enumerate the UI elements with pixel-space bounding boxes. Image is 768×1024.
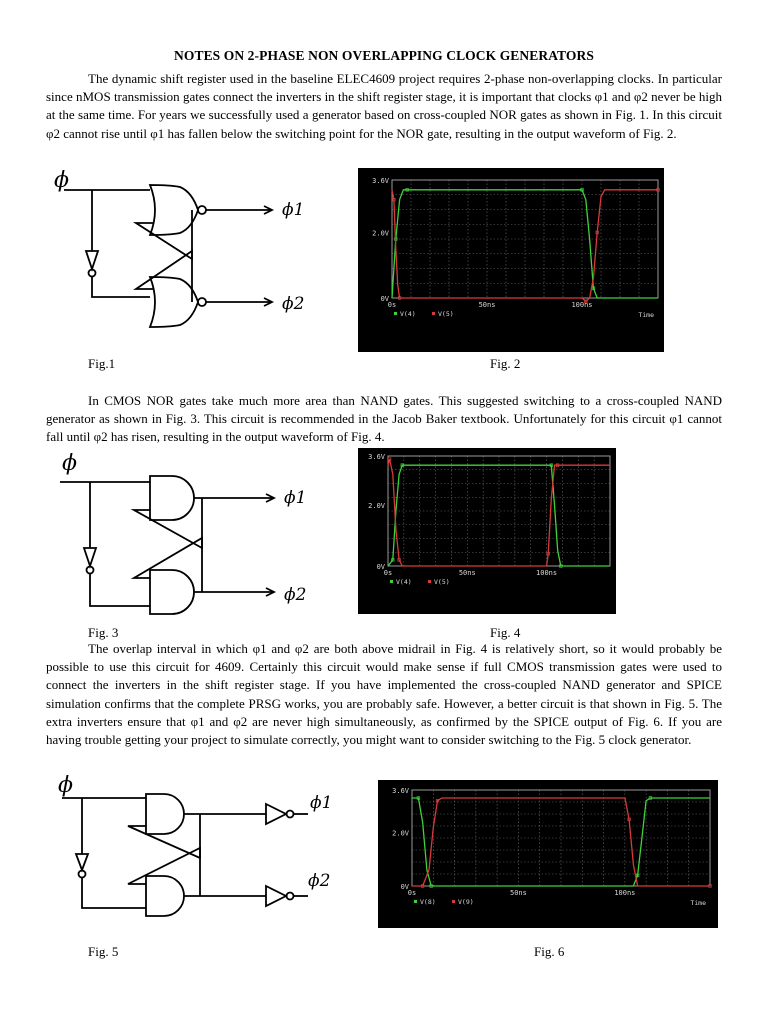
- paragraph-1: [46, 70, 722, 143]
- fig5-phi2-label: ϕ2: [308, 871, 331, 891]
- x-tick-label: 100ns: [614, 889, 636, 897]
- legend-marker: [394, 312, 397, 315]
- x-tick-label: 100ns: [536, 569, 558, 577]
- y-tick-label: 3.6V: [392, 787, 409, 795]
- legend-entry: V(9): [458, 898, 474, 906]
- legend-entry: V(4): [400, 310, 416, 318]
- fig2-caption: Fig. 2: [490, 356, 521, 371]
- fig6-scope-plot: [378, 780, 718, 928]
- y-tick-label: 2.0V: [372, 229, 389, 238]
- legend-marker: [452, 900, 455, 903]
- x-tick-label: 0s: [387, 301, 397, 309]
- legend-entry: V(5): [434, 578, 450, 586]
- y-tick-label: 0V: [376, 563, 385, 571]
- fig4-scope-plot: [358, 448, 616, 614]
- legend-entry: V(8): [420, 898, 436, 906]
- fig3-input-label: ϕ: [62, 451, 77, 476]
- fig3-caption: Fig. 3: [88, 625, 119, 640]
- x-tick-label: 0s: [407, 889, 417, 897]
- plot-frame: [388, 456, 610, 566]
- x-tick-label: 100ns: [571, 301, 593, 309]
- x-tick-label: 50ns: [478, 301, 496, 309]
- y-tick-label: 3.6V: [368, 453, 385, 461]
- page-title: NOTES ON 2-PHASE NON OVERLAPPING CLOCK GENERATORS: [174, 48, 594, 63]
- legend-marker: [432, 312, 435, 315]
- fig4-caption: Fig. 4: [490, 625, 521, 640]
- y-tick-label: 2.0V: [368, 501, 385, 510]
- fig2-scope-plot: [358, 168, 664, 352]
- fig1-phi1-label: ϕ1: [282, 200, 305, 220]
- y-tick-label: 2.0V: [392, 829, 409, 838]
- legend-marker: [428, 580, 431, 583]
- legend-marker: [390, 580, 393, 583]
- series-line-2: [392, 190, 658, 301]
- fig1-phi2-label: ϕ2: [282, 294, 305, 314]
- paragraph-1-text: The dynamic shift register used in the baseline ELEC4609 project requires 2-phase non-overlapping clocks. In particular since nMOS transmission gates connect the inverters in the shift register stage, it is important that clocks φ1 and φ2 never be high at the same time. For years we successfully used a generator based on cross-coupled NOR gates as shown in Fig. 1. In this circuit φ2 cannot rise until φ1 has fallen below the switching point for the NOR gate, resulting in the output waveform of Fig. 2.: [46, 71, 722, 141]
- legend-entry: V(5): [438, 310, 454, 318]
- fig3-schematic: [50, 448, 320, 618]
- fig1-schematic: [50, 165, 320, 335]
- x-tick-label: 50ns: [458, 569, 476, 577]
- x-axis-label: Time: [690, 899, 706, 907]
- y-tick-label: 0V: [400, 883, 409, 891]
- y-tick-label: 0V: [380, 295, 389, 303]
- y-tick-label: 3.6V: [372, 177, 389, 185]
- legend-marker: [414, 900, 417, 903]
- fig1-input-label: ϕ: [54, 168, 69, 193]
- x-tick-label: 50ns: [509, 889, 527, 897]
- paragraph-2: [46, 392, 722, 447]
- fig3-phi1-label: ϕ1: [284, 488, 307, 508]
- fig5-phi1-label: ϕ1: [310, 793, 333, 813]
- fig5-schematic: [50, 772, 350, 922]
- x-axis-label: Time: [638, 311, 654, 319]
- fig5-caption: Fig. 5: [88, 944, 119, 959]
- x-tick-label: 0s: [383, 569, 393, 577]
- paragraph-2-text: In CMOS NOR gates take much more area than NAND gates. This suggested switching to a cross-coupled NAND generator as shown in Fig. 3. This circuit is recommended in the Jacob Baker textbook. Unfortunately for this circuit φ1 cannot fall until φ2 has risen, resulting in the output waveform of Fig. 4.: [46, 393, 722, 445]
- legend-entry: V(4): [396, 578, 412, 586]
- fig5-input-label: ϕ: [58, 773, 73, 798]
- paragraph-3-text: The overlap interval in which φ1 and φ2 are both above midrail in Fig. 4 is relatively short, so it would probably be possible to use this circuit for 4609. Certainly this circuit would make sense if full CMOS transmission gates were used to connect the inverters in the shift register stage. If you have implemented the cross-coupled NAND generator and SPICE simulation confirms that the complete PRSG works, you are probably safe. However, a better circuit is that shown in Fig. 5. The extra inverters ensure that φ1 and φ2 are never high simultaneously, as confirmed by the SPICE output of Fig. 6. If you are having trouble getting your project to simulate correctly, you might want to consider switching to the Fig. 5 clock generator.: [46, 641, 722, 748]
- fig3-phi2-label: ϕ2: [284, 585, 307, 605]
- fig1-caption: Fig.1: [88, 356, 116, 371]
- fig6-caption: Fig. 6: [534, 944, 565, 959]
- paragraph-3: [46, 640, 722, 749]
